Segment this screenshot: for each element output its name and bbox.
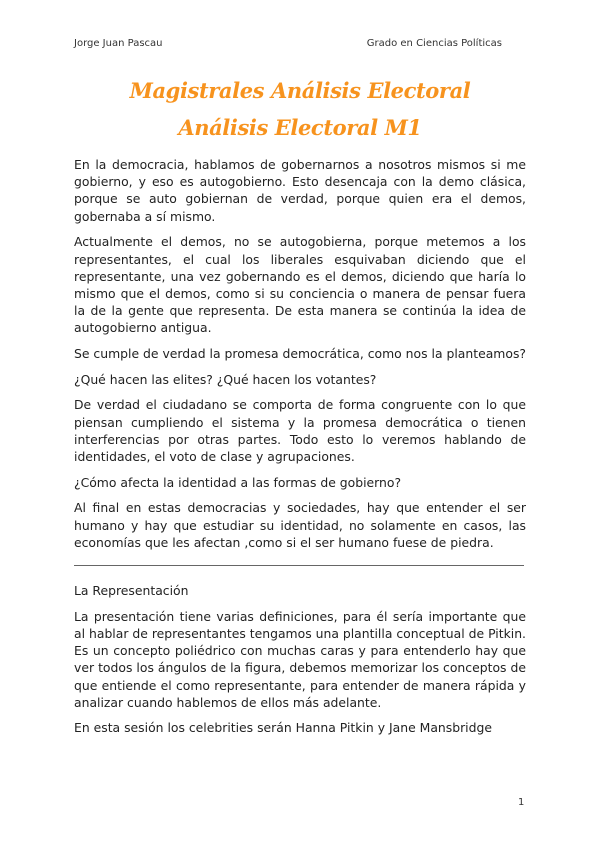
paragraph: La presentación tiene varias definiciones, para él sería importante que al hablar de representantes tengamos una plantilla conceptual de Pitkin. Es un concepto poliédrico con muchas caras y para entenderlo hay que ver todos los ángulos de la figura, debemos memorizar los conceptos de que entiende el como representante, para entender de manera rápida y analizar cuando hablemos de ellos más adelante.	[74, 608, 526, 710]
horizontal-divider	[74, 565, 524, 566]
page-header	[74, 38, 502, 49]
sub-title: Análisis Electoral M1	[178, 115, 422, 140]
paragraph: De verdad el ciudadano se comporta de forma congruente con lo que piensan cumpliendo el sistema y la promesa democrática o tienen interferencias por otras partes. Todo esto lo veremos hablando de identidades, el voto de clase y agrupaciones.	[74, 397, 526, 465]
paragraph: Al final en estas democracias y sociedades, hay que entender el ser humano y hay que estudiar su identidad, no solamente en casos, las economías que les afectan ,como si el ser humano fuese de piedra.	[74, 500, 526, 550]
section-heading: La Representación	[74, 583, 189, 599]
document-body	[74, 156, 526, 745]
paragraph: En la democracia, hablamos de gobernarnos a nosotros mismos si me gobierno, y eso es autogobierno. Esto desencaja con la demo clásica, porque se auto gobiernan de verdad, porque quien era el demos, gobernaba a sí mismo.	[74, 157, 526, 224]
paragraph: ¿Cómo afecta la identidad a las formas de gobierno?	[74, 474, 402, 490]
page-number: 1	[518, 797, 525, 808]
main-title: Magistrales Análisis Electoral	[129, 78, 471, 103]
paragraph: Se cumple de verdad la promesa democrática, como nos la planteamos?	[74, 346, 526, 362]
paragraph: Actualmente el demos, no se autogobierna, porque metemos a los representantes, el cual los liberales esquivaban diciendo que el representante, una vez gobernando es el demos, diciendo que haría lo mismo que el demos, como si su conciencia o manera de pensar fuera la de la gente que representa. De esta manera se continúa la idea de autogobierno antigua.	[74, 234, 526, 336]
header-author: Jorge Juan Pascau	[74, 38, 163, 49]
header-degree: Grado en Ciencias Políticas	[366, 38, 502, 49]
document-titles	[0, 76, 600, 143]
paragraph: ¿Qué hacen las elites? ¿Qué hacen los votantes?	[74, 371, 377, 387]
paragraph: En esta sesión los celebrities serán Hanna Pitkin y Jane Mansbridge	[74, 720, 492, 736]
